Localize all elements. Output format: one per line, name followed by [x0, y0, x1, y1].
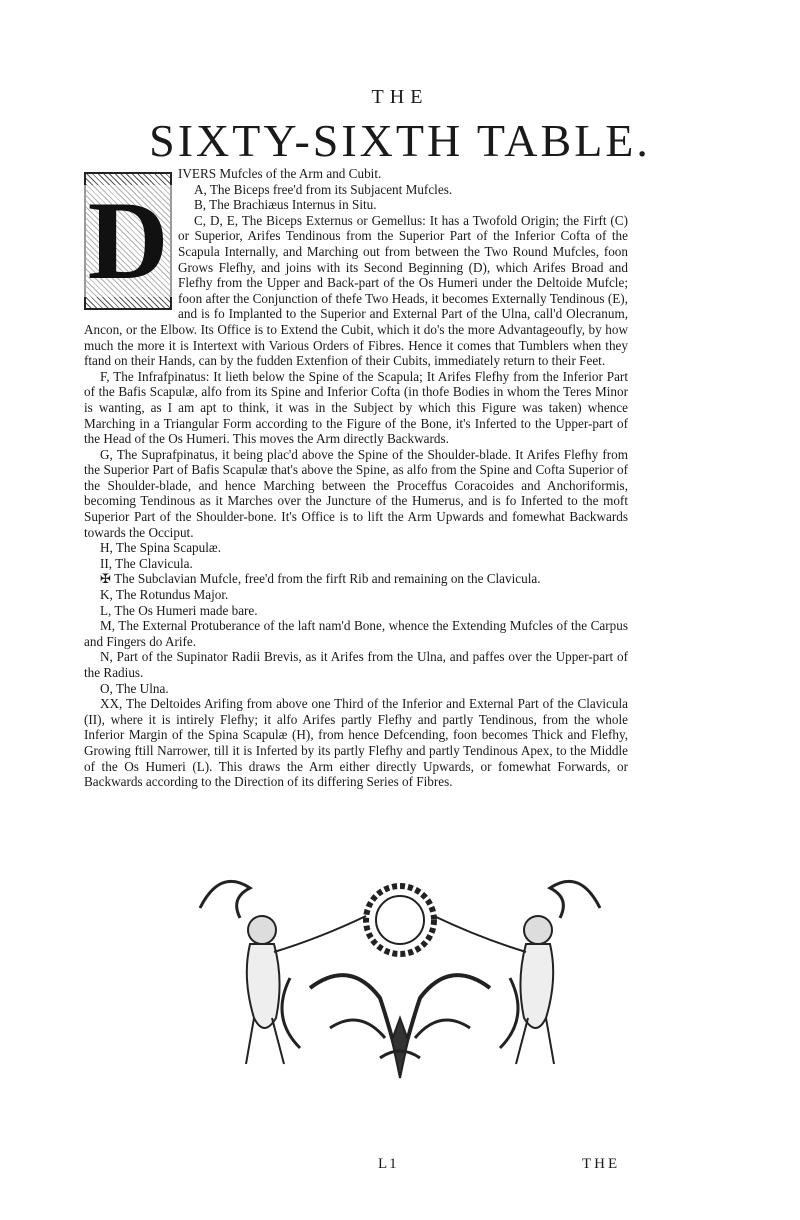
paragraph-f: F, The Infrafpinatus: It lieth below the Spine of the Scapula; It Arifes Flefhy from the Inferior Part of the Bafis Scapulæ, alfo from its Spine and Inferior Cofta (in thofe Bodies in whom the Teres Minor is wanting, as I am apt to think, it was in the Subject by which this Figure was taken) whence Marching in a Triangular Form according to the Figure of the Bone, it's Inferted to the Upper-part of the Head of the Os Humeri. This moves the Arm directly Backwards. [84, 368, 628, 447]
cherubs-wreath-ornament-icon [180, 868, 620, 1088]
paragraph-l: L, The Os Humeri made bare. [100, 602, 258, 618]
paragraph-cde: C, D, E, The Biceps Externus or Gemellus: It has a Twofold Origin; the Firft (C) or Superior, Arifes Tendinous from the Superior Part of the Inferior Cofta of the Scapula Internally, and Marching out from between the Two Round Mufcles, foon Grows Flefhy, and joins with its Second Beginning (D), which Arifes Broad and Flefhy from the Upper and Back-part of the Os Humeri under the Deltoide Mufcle; foon after the Conjunction of thefe Two Heads, it becomes Externally Tendinous (E), and is fo Implanted to the Superior and External Part of the Ulna, call'd Olecranum, Ancon, or the Elbow. Its Office is to Extend the Cubit, which it do's the more Advantageoufly, by how much the more it is Intertext with Various Orders of Fibres. Hence it comes that Tumblers when they ftand on their Hands, can by the fudden Extenfion of their Cubits, immediately return to their Feet. [84, 212, 628, 369]
paragraph-ii: II, The Clavicula. [100, 555, 193, 571]
page-title: SIXTY-SIXTH TABLE. [149, 115, 651, 166]
catchword: THE [582, 1156, 621, 1172]
paragraph-n: N, Part of the Supinator Radii Brevis, as it Arifes from the Ulna, and paffes over the Upper-part of the Radius. [84, 649, 628, 680]
header-the: THE [371, 86, 429, 108]
body-text [84, 166, 628, 790]
paragraph-m: M, The External Protuberance of the laft nam'd Bone, whence the Extending Mufcles of the Carpus and Fingers do Arife. [84, 618, 628, 649]
paragraph-subclavian: ✠ The Subclavian Mufcle, free'd from the firft Rib and remaining on the Clavicula. [100, 571, 541, 587]
paragraph-g: G, The Suprafpinatus, it being plac'd above the Spine of the Shoulder-blade. It Arifes Flefhy from the Superior Part of Bafis Scapulæ that's above the Spine, as alfo from the Spine and Cofta Superior of the Shoulder-blade, and hence Marching between the Proceffus Coracoides and Anchoriformis, becoming Tendinous as it Marches over the Juncture of the Humerus, and is fo Inferted to the moft Superior Part of the Shoulder-bone. It's Office is to lift the Arm Upwards and fomewhat Backwards towards the Occiput. [84, 446, 628, 540]
paragraph-k: K, The Rotundus Major. [100, 587, 229, 603]
paragraph-h: H, The Spina Scapulæ. [100, 540, 221, 556]
paragraph-intro: IVERS Mufcles of the Arm and Cubit. [178, 166, 382, 181]
signature-mark: L1 [378, 1156, 399, 1172]
paragraph-xx: XX, The Deltoides Arifing from above one Third of the Inferior and External Part of the Clavicula (II), where it is intirely Flefhy; it alfo Arifes partly Flefhy and partly Tendinous, from the whole Inferior Margin of the Spina Scapulæ (H), from hence Defcending, foon becomes Thick and Flefhy, Growing ftill Narrower, till it is Inferted by its partly Flefhy and partly Tendinous Apex, to the Middle of the Os Humeri (L). This draws the Arm either directly Upwards, or fomewhat Forwards, or Backwards according to the Direction of its differing Series of Fibres. [84, 696, 628, 790]
decorated-initial-d-icon [84, 172, 172, 310]
paragraph-o: O, The Ulna. [100, 680, 169, 696]
paragraph-b: B, The Brachiæus Internus in Situ. [194, 197, 377, 213]
paragraph-a: A, The Biceps free'd from its Subjacent Mufcles. [194, 181, 453, 197]
dropcap-letter: D [84, 185, 173, 297]
